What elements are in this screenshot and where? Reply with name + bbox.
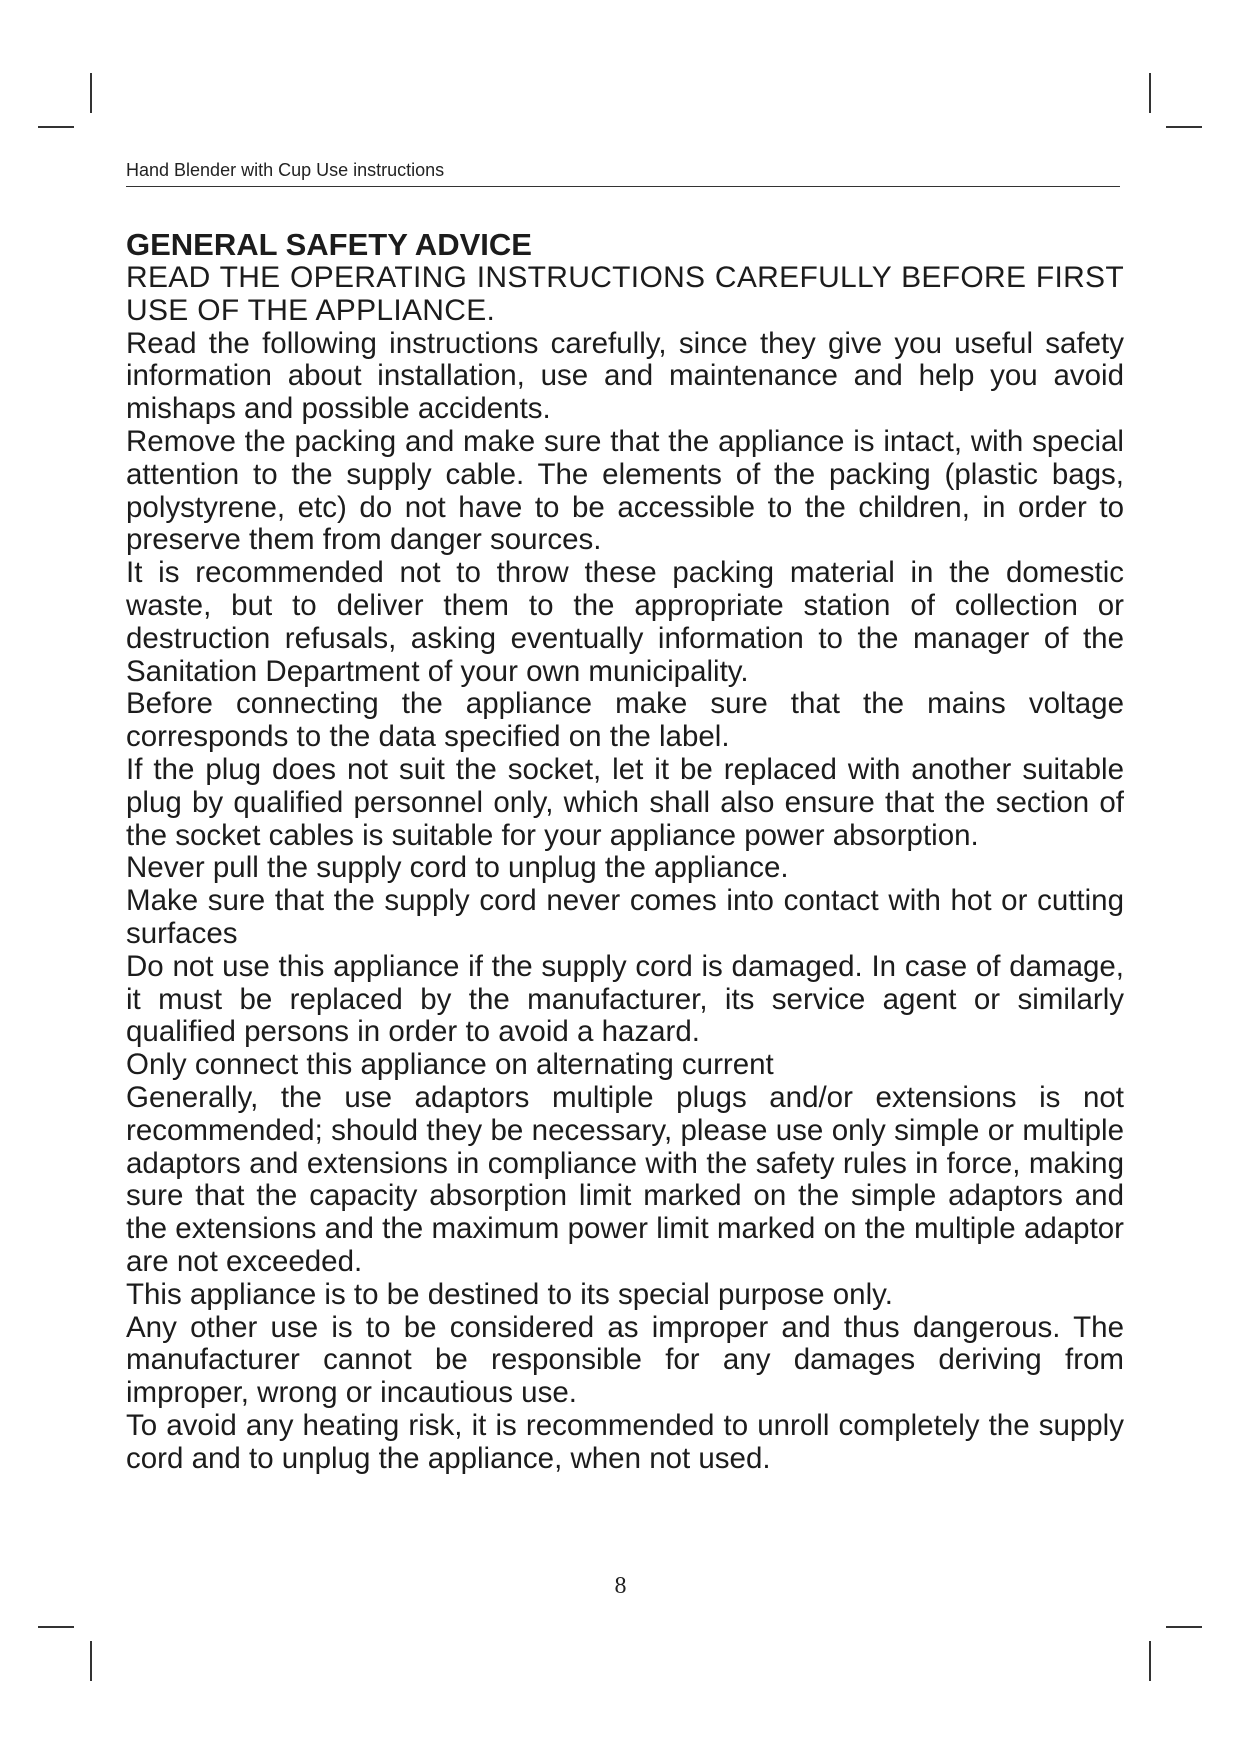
crop-mark-bottom-left-vertical [90,1641,92,1681]
paragraph-never-pull-cord: Never pull the supply cord to unplug the appliance. [126,851,789,885]
section-title: GENERAL SAFETY ADVICE [126,227,532,262]
paragraph-improper-use: Any other use is to be considered as improper and thus dangerous. The manufacturer cannot be responsible for any damages deriving from improper, wrong or incautious use. [126,1310,1124,1410]
crop-mark-top-right-vertical [1149,73,1151,113]
paragraph-plug-replacement: If the plug does not suit the socket, let it be replaced with another suitable plug by qualified personnel only, which shall also ensure that the section of the socket cables is suitable for your appliance power absorption. [126,752,1124,852]
running-header: Hand Blender with Cup Use instructions [126,160,445,180]
paragraph-heating-risk: To avoid any heating risk, it is recommended to unroll completely the supply cord and to unplug the appliance, when not used. [126,1408,1124,1475]
paragraph-read-following: Read the following instructions carefully, since they give you useful safety information about installation, use and maintenance and help you avoid mishaps and possible accidents. [126,326,1124,426]
paragraph-mains-voltage: Before connecting the appliance make sure that the mains voltage corresponds to the data specified on the label. [126,687,1124,754]
paragraph-adaptors: Generally, the use adaptors multiple plugs and/or extensions is not recommended; should they be necessary, please use only simple or multiple adaptors and extensions in compliance with the safety rules in force, making sure that the capacity absorption limit marked on the simple adaptors and the extensions and the maximum power limit marked on the multiple adaptor are not exceeded. [126,1080,1124,1278]
paragraph-packing-disposal: It is recommended not to throw these packing material in the domestic waste, but to deliver them to the appropriate station of collection or destruction refusals, asking eventually information to the manager of the Sanitation Department of your own municipality. [126,556,1124,688]
paragraph-special-purpose: This appliance is to be destined to its special purpose only. [126,1277,893,1311]
paragraph-remove-packing: Remove the packing and make sure that the appliance is intact, with special attention to the supply cable. The elements of the packing (plastic bags, polystyrene, etc) do not have to be accessible to the children, in order to preserve them from danger sources. [126,424,1124,557]
crop-mark-top-right-horizontal [1166,126,1202,128]
main-content [126,228,1124,1475]
paragraph-hot-surfaces: Make sure that the supply cord never comes into contact with hot or cutting surfaces [126,884,1124,950]
crop-mark-top-left-horizontal [38,126,74,128]
crop-mark-bottom-right-horizontal [1166,1626,1202,1628]
crop-mark-bottom-left-horizontal [38,1626,74,1628]
header-divider [126,186,1120,187]
paragraph-alternating-current: Only connect this appliance on alternating current [126,1048,774,1082]
paragraph-damaged-cord: Do not use this appliance if the supply cord is damaged. In case of damage, it must be replaced by the manufacturer, its service agent or similarly qualified persons in order to avoid a hazard. [126,949,1124,1049]
paragraph-read-instructions: READ THE OPERATING INSTRUCTIONS CAREFULLY BEFORE FIRST USE OF THE APPLIANCE. [126,261,1124,327]
page-number: 8 [614,1573,627,1599]
crop-mark-bottom-right-vertical [1149,1641,1151,1681]
crop-mark-top-left-vertical [90,73,92,113]
